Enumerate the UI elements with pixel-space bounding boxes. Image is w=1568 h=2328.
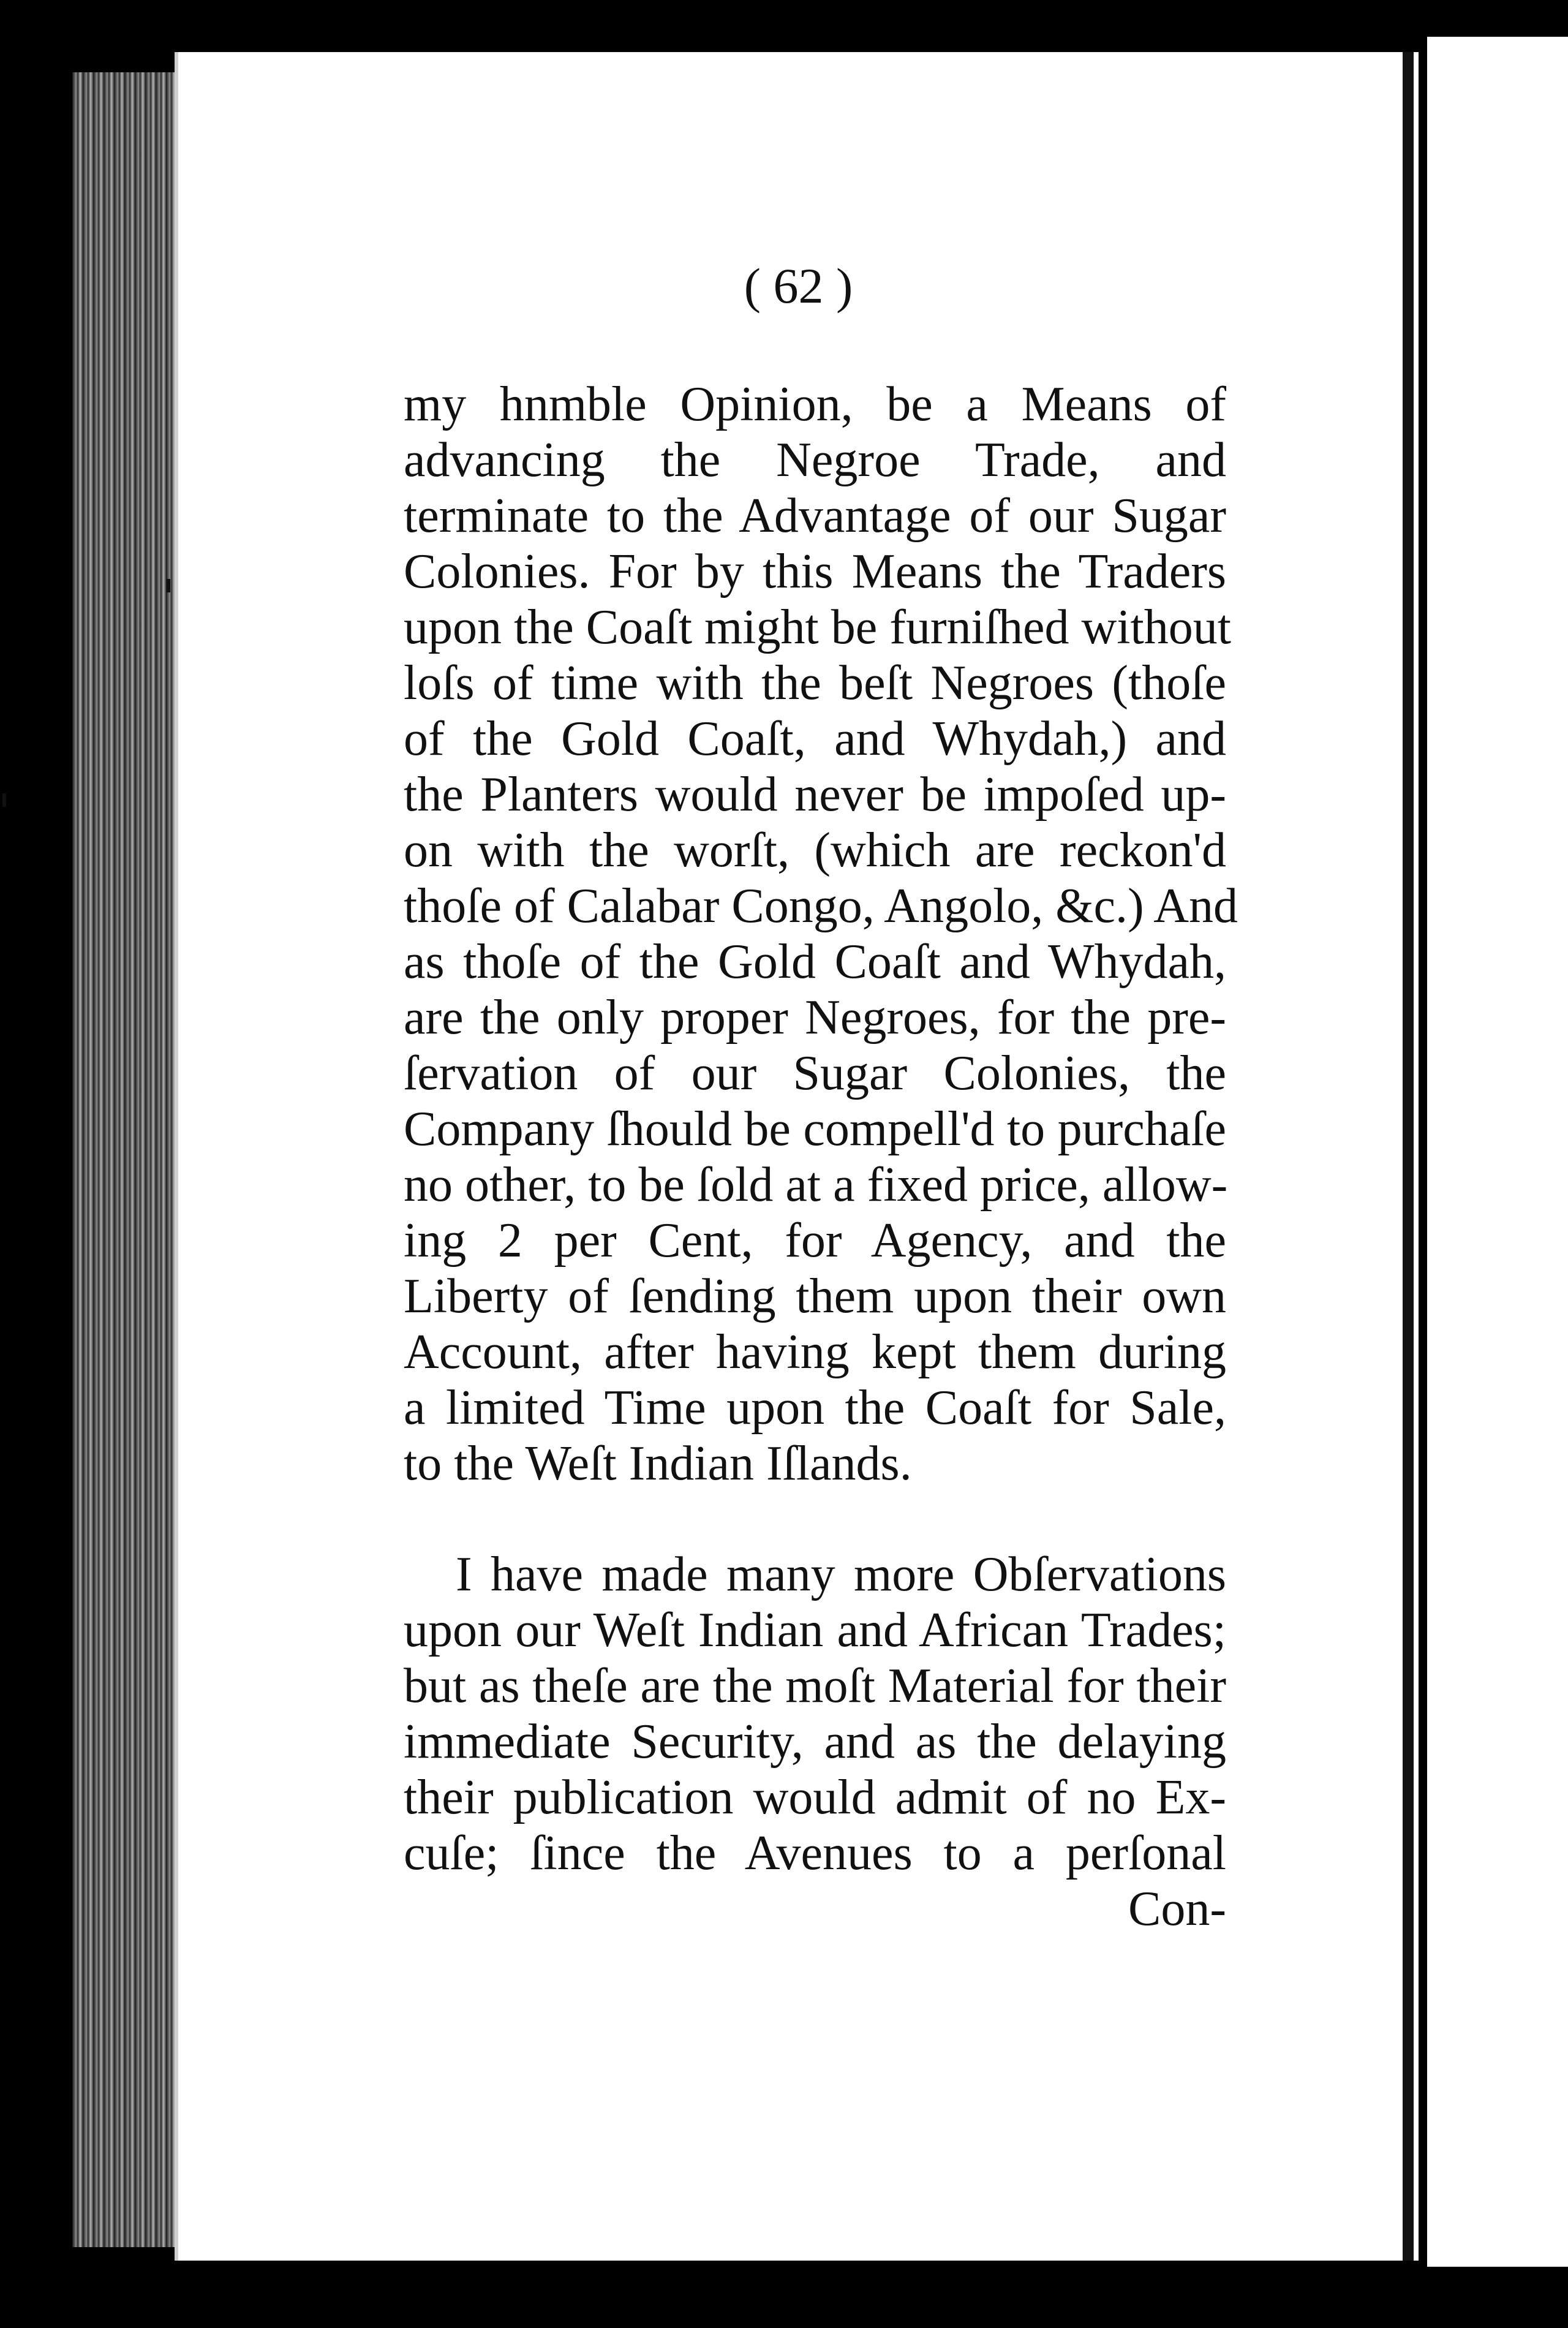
text-line: terminate to the Advantage of our Sugar xyxy=(404,489,1226,543)
book-page-edges xyxy=(72,72,189,2247)
text-line: upon the Coaſt might be furniſhed without xyxy=(404,600,1231,654)
text-line: I have made many more Obſervations xyxy=(456,1548,1226,1601)
body-text xyxy=(404,377,1238,1937)
text-line: thoſe of Calabar Congo, Angolo, &c.) And xyxy=(404,879,1238,933)
text-line: loſs of time with the beſt Negroes (thoſe xyxy=(404,656,1226,710)
text-line: ing 2 per Cent, for Agency, and the xyxy=(404,1214,1226,1268)
paragraph-2 xyxy=(404,1547,1226,1937)
text-line: no other, to be ſold at a fixed price, allow- xyxy=(404,1158,1228,1212)
text-line: as thoſe of the Gold Coaſt and Whydah, xyxy=(404,935,1226,989)
text-line: my hnmble Opinion, be a Means of xyxy=(404,377,1226,431)
page-gutter-shadow xyxy=(1403,52,1414,2261)
paragraph-1 xyxy=(404,377,1238,1492)
text-line: of the Gold Coaſt, and Whydah,) and xyxy=(404,712,1226,766)
text-line: ſervation of our Sugar Colonies, the xyxy=(404,1046,1226,1100)
paragraph-gap xyxy=(404,1492,1226,1547)
text-line: their publication would admit of no Ex- xyxy=(404,1771,1226,1824)
text-line: the Planters would never be impoſed up- xyxy=(404,768,1226,822)
text-line: Liberty of ſending them upon their own xyxy=(404,1269,1226,1323)
scan-mark xyxy=(167,579,170,592)
text-line: cuſe; ſince the Avenues to a perſonal xyxy=(404,1826,1226,1880)
text-line: Account, after having kept them during xyxy=(404,1325,1226,1379)
page-number: ( 62 ) xyxy=(744,258,853,314)
text-line: advancing the Negroe Trade, and xyxy=(404,433,1226,487)
text-line: to the Weſt Indian Iſlands. xyxy=(404,1437,912,1491)
facing-page-edge xyxy=(1427,37,1568,2267)
text-line: Company ſhould be compell'd to purchaſe xyxy=(404,1102,1226,1156)
text-line: on with the worſt, (which are reckon'd xyxy=(404,823,1226,877)
scan-mark xyxy=(2,793,6,807)
text-line: a limited Time upon the Coaſt for Sale, xyxy=(404,1381,1226,1435)
text-line: are the only proper Negroes, for the pre- xyxy=(404,991,1226,1045)
text-line: Colonies. For by this Means the Traders xyxy=(404,545,1226,599)
book-page xyxy=(175,52,1419,2261)
text-line: immediate Security, and as the delaying xyxy=(404,1715,1226,1769)
text-line: but as theſe are the moſt Material for their xyxy=(404,1659,1226,1713)
text-line: upon our Weſt Indian and African Trades; xyxy=(404,1603,1226,1657)
catchword: Con- xyxy=(1128,1882,1226,1936)
